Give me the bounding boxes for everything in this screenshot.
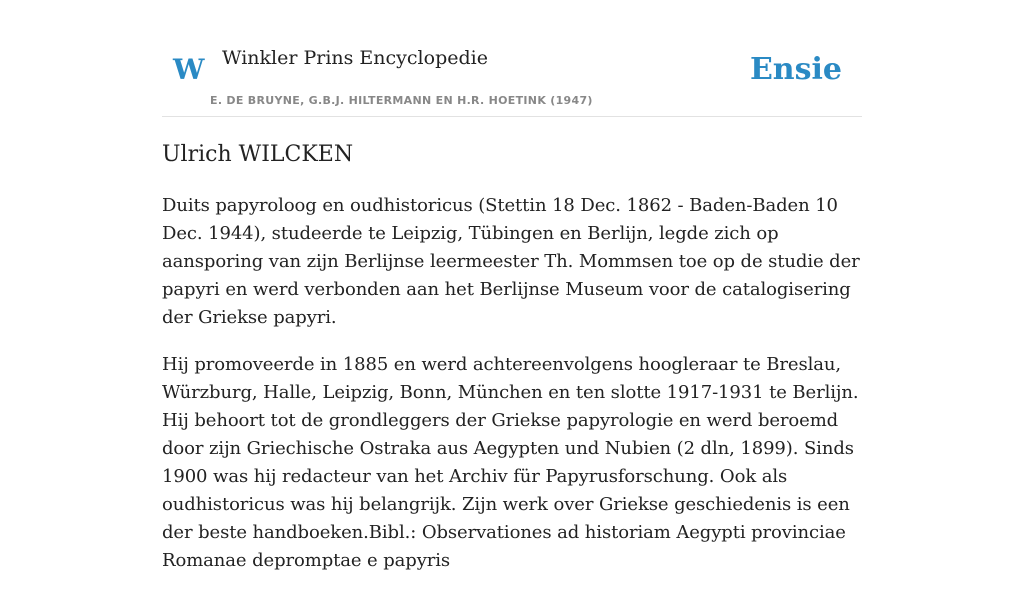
publication-title[interactable]: Winkler Prins Encyclopedie [222, 47, 488, 69]
article-body [162, 192, 864, 594]
article-paragraph: Hij promoveerde in 1885 en werd achtereenvolgens hoogleraar te Breslau, Würzburg, Halle, Leipzig, Bonn, München en ten slotte 1917-1931 te Berlijn. Hij behoort tot de grondleggers der Griekse papyrologie en werd beroemd door zijn Griechische Ostraka aus Aegypten und Nubien (2 dln, 1899). Sinds 1900 was hij redacteur van het Archiv für Papyrusforschung. Ook als oudhistoricus was hij belangrijk. Zijn werk over Griekse geschiedenis is een der beste handboeken.Bibl.: Observationes ad historiam Aegypti provinciae Romanae depromptae e papyris [162, 354, 859, 571]
publication-logo[interactable]: W [173, 53, 205, 86]
article-title: Ulrich WILCKEN [162, 142, 354, 167]
ensie-logo[interactable]: Ensie [749, 52, 842, 87]
article-paragraph: Duits papyroloog en oudhistoricus (Stettin 18 Dec. 1862 - Baden-Baden 10 Dec. 1944), studeerde te Leipzig, Tübingen en Berlijn, legde zich op aansporing van zijn Berlijnse leermeester Th. Mommsen toe op de studie der papyri en werd verbonden aan het Berlijnse Museum voor de catalogisering der Griekse papyri. [162, 195, 860, 328]
publication-authors: E. DE BRUYNE, G.B.J. HILTERMANN EN H.R. HOETINK (1947) [210, 94, 593, 107]
publication-header [162, 0, 862, 117]
